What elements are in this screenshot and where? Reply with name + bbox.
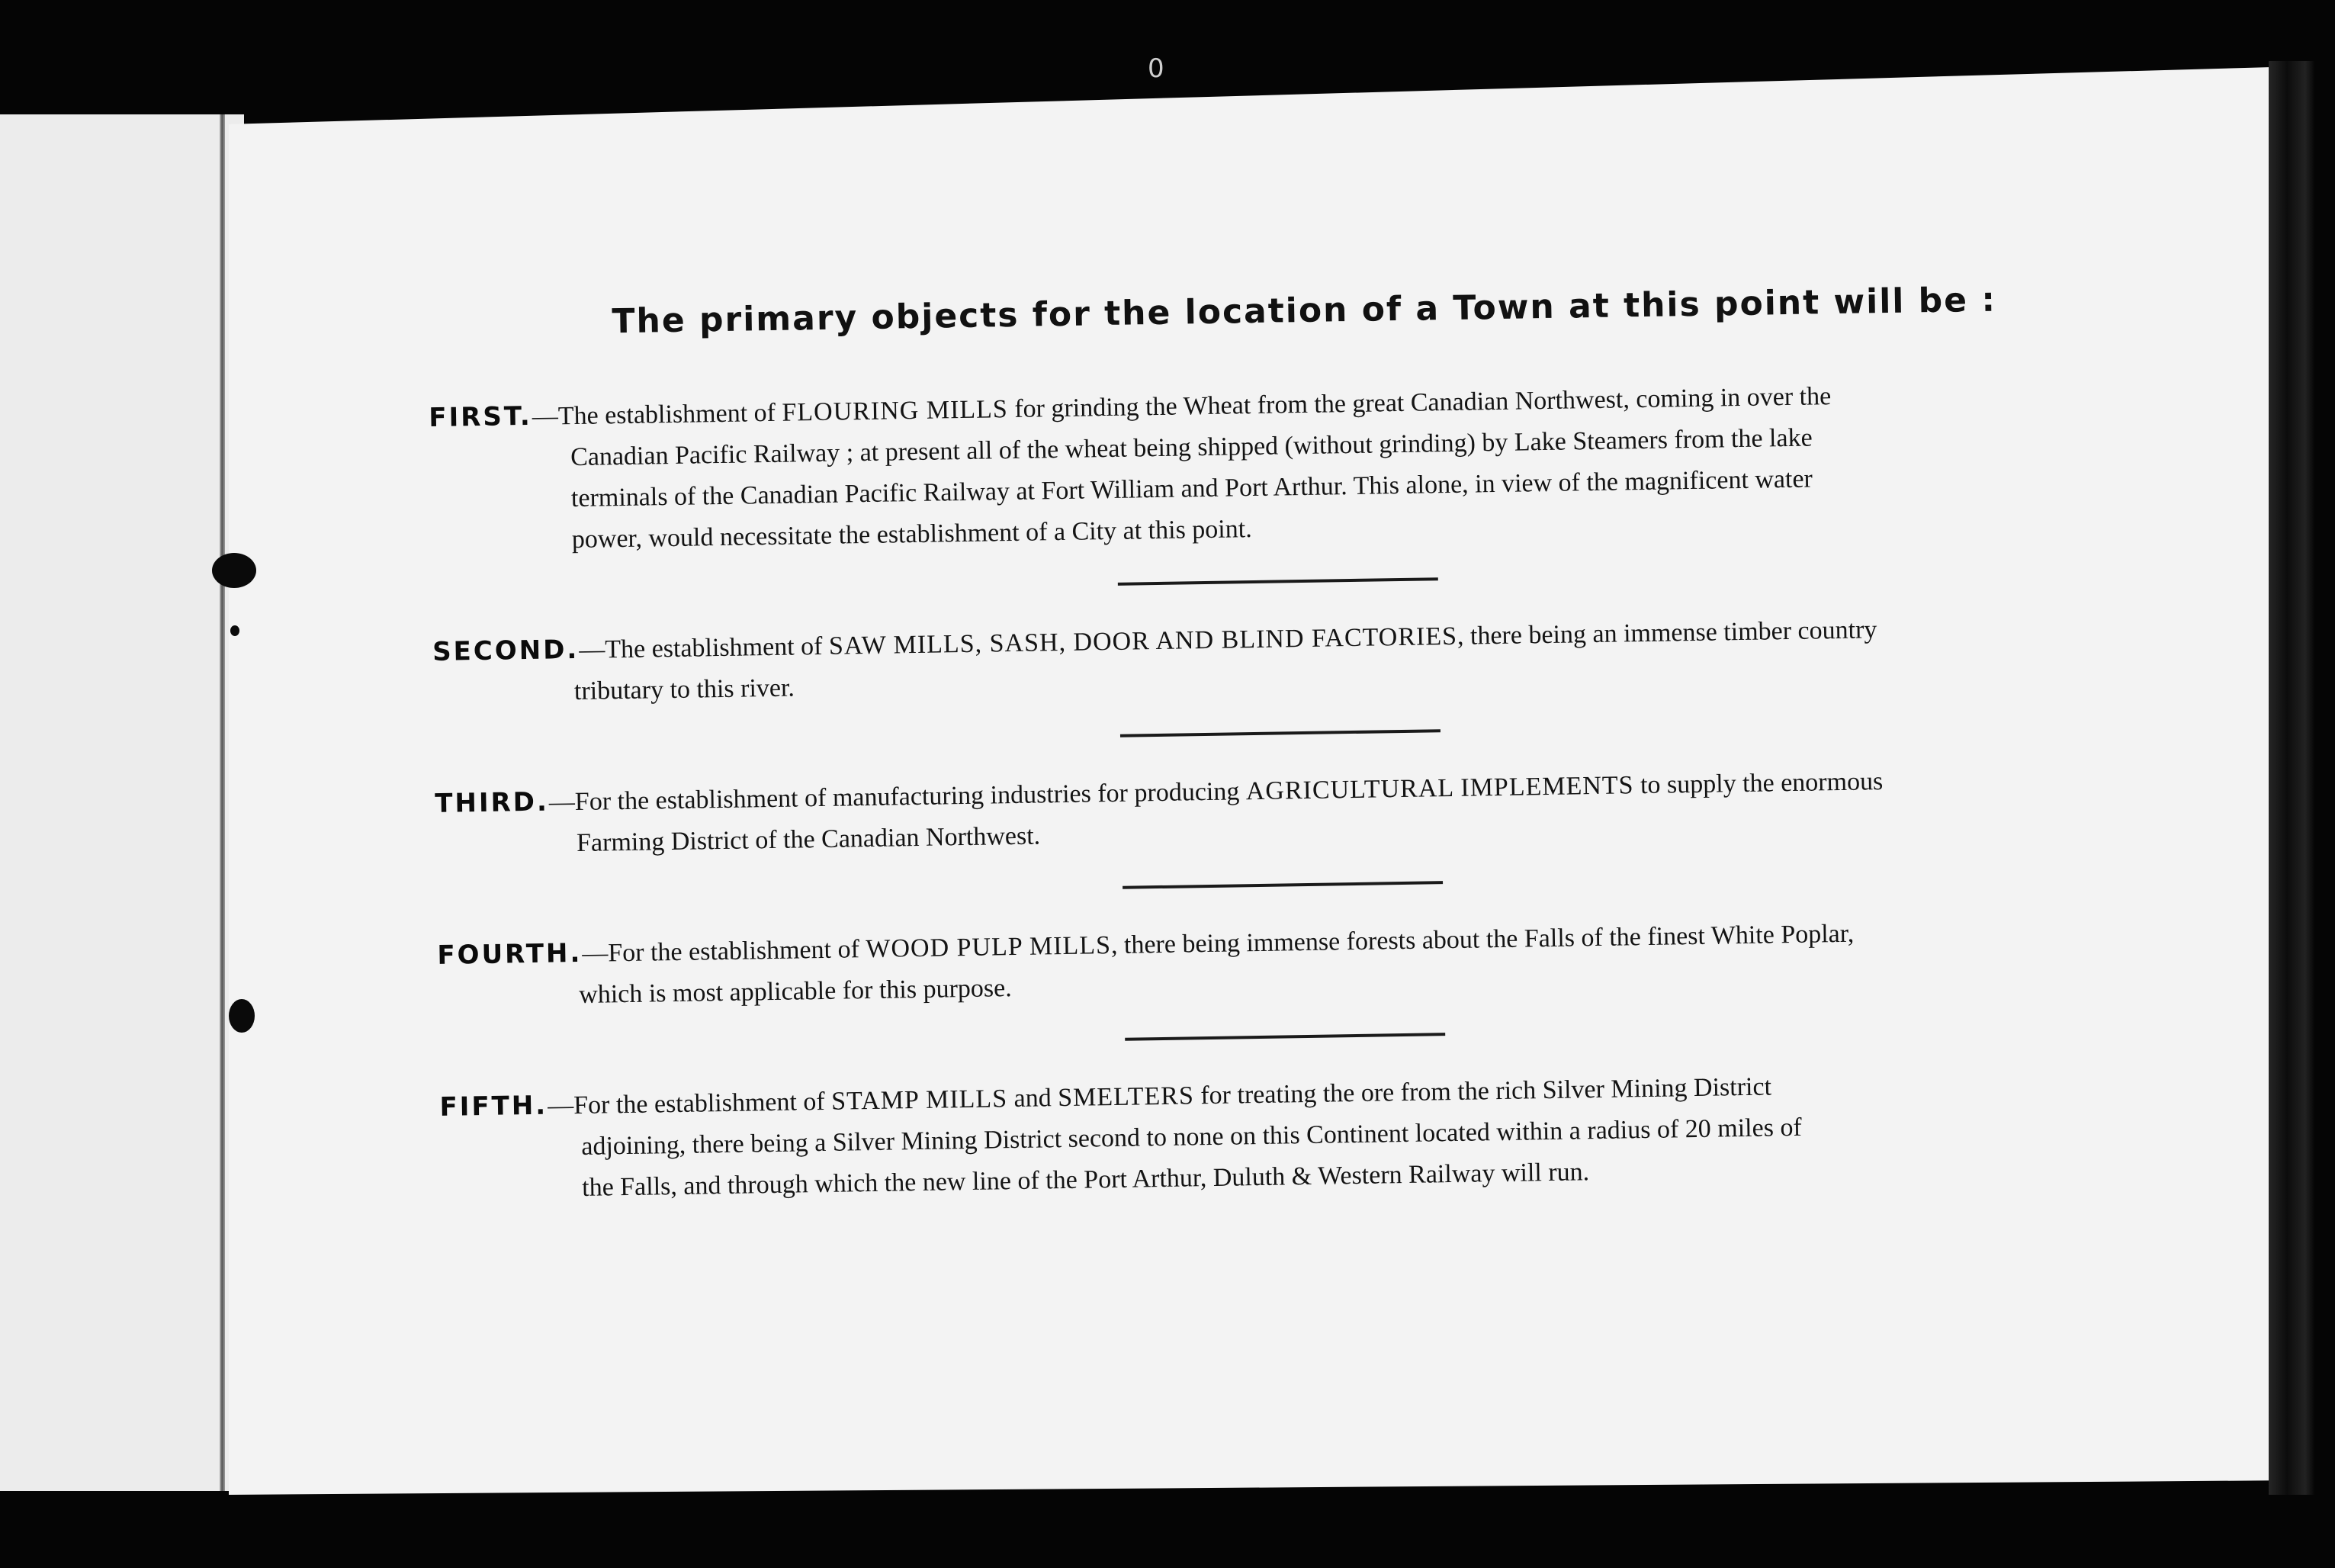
ordinal-label: FIFTH. <box>439 1090 548 1123</box>
text-span: adjoining, there being a Silver Mining District second to none on this Continent located within a radius of 20 miles of <box>581 1113 1803 1161</box>
text-span: Canadian Pacific Railway ; at present all of the wheat being shipped (without grinding) by Lake Steamers from the lake <box>570 423 1813 472</box>
section-divider <box>1123 881 1443 889</box>
text-span: tributary to this river. <box>573 673 795 706</box>
ordinal-label: THIRD. <box>434 786 550 819</box>
binding-stitch <box>230 625 239 636</box>
text-span: , there being immense forests about the Falls of the finest White Poplar, <box>1110 919 1855 960</box>
binding-stitch <box>212 553 256 588</box>
book-spine <box>2269 61 2314 1495</box>
industry-name: WOOD PULP MILLS <box>866 931 1112 964</box>
text-span: , there being an immense timber country <box>1457 615 1877 651</box>
item-third <box>435 757 2144 866</box>
item-fourth <box>437 908 2146 1018</box>
left-page <box>0 114 244 1491</box>
industry-name: FLOURING MILLS <box>782 395 1009 427</box>
binding-stitch <box>229 999 255 1033</box>
text-span: for treating the ore from the rich Silver Mining District <box>1193 1072 1772 1110</box>
page-fold <box>220 114 225 1491</box>
section-divider <box>1120 729 1441 737</box>
industry-name: SMELTERS <box>1057 1081 1195 1113</box>
item-list <box>429 371 2149 1211</box>
item-first <box>429 371 2139 563</box>
text-span: terminals of the Canadian Pacific Railway at Fort William and Port Arthur. This alone, in view of the magnificent water <box>570 464 1813 513</box>
document-content <box>427 278 2149 1211</box>
ordinal-label: FIRST. <box>429 400 533 433</box>
ordinal-label: SECOND. <box>432 634 580 667</box>
text-span: the Falls, and through which the new line of the Port Arthur, Duluth & Western Railway will run. <box>581 1158 1590 1202</box>
page-heading: The primary objects for the location of a Town at this point will be : <box>612 280 1997 342</box>
text-span: Farming District of the Canadian Northwest. <box>576 821 1041 858</box>
industry-name: SAW MILLS, SASH, DOOR AND BLIND FACTORIES <box>828 622 1458 660</box>
industry-name: STAMP MILLS <box>830 1084 1008 1116</box>
section-divider <box>1118 577 1438 586</box>
text-span: —The establishment of <box>532 398 782 431</box>
section-divider <box>1125 1033 1445 1041</box>
text-span: which is most applicable for this purpose. <box>578 974 1012 1009</box>
text-span: —For the establishment of <box>547 1087 832 1120</box>
item-second <box>432 605 2141 715</box>
text-span: —The establishment of <box>579 631 830 664</box>
text-span: —For the establishment of manufacturing industries for producing <box>548 777 1247 817</box>
text-span: —For the establishment of <box>582 935 866 968</box>
text-span: for grinding the Wheat from the great Canadian Northwest, coming in over the <box>1007 382 1832 424</box>
text-span: to supply the enormous <box>1633 767 1884 800</box>
text-span: and <box>1007 1084 1058 1113</box>
text-span: power, would necessitate the establishment of a City at this point. <box>571 515 1252 554</box>
industry-name: AGRICULTURAL IMPLEMENTS <box>1245 771 1634 806</box>
ordinal-label: FOURTH. <box>437 937 583 971</box>
top-margin-mark: 0 <box>1148 53 1164 84</box>
